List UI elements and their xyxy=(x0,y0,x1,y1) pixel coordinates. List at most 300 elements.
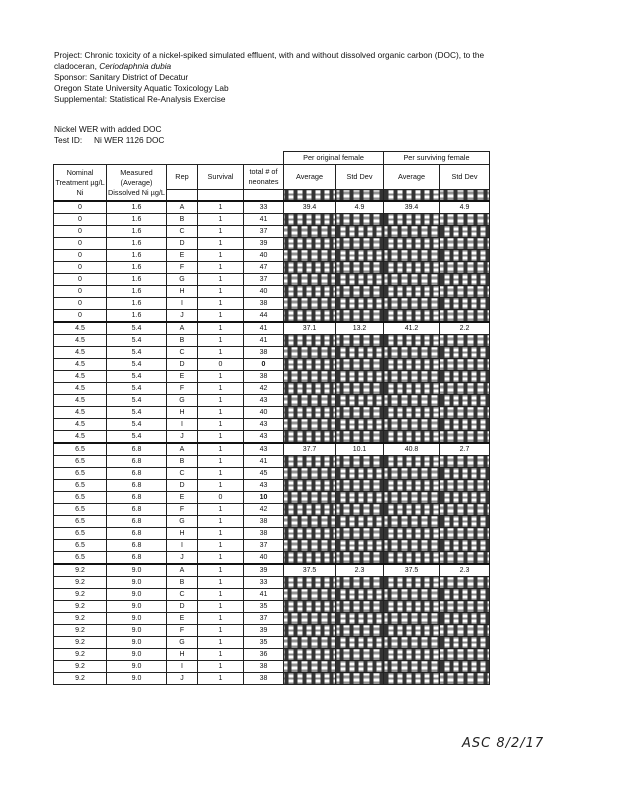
table-row xyxy=(54,395,490,407)
measured-cell: 5.4 xyxy=(107,335,167,347)
hatch-cell xyxy=(440,298,490,310)
hatch-cell xyxy=(384,431,440,444)
measured-cell: 9.0 xyxy=(107,625,167,637)
hatch-cell xyxy=(336,226,384,238)
hatch-cell xyxy=(284,310,336,323)
rep-cell: H xyxy=(167,407,198,419)
nominal-cell: 0 xyxy=(54,262,107,274)
total-cell: 43 xyxy=(244,431,284,444)
total-cell: 42 xyxy=(244,383,284,395)
hatch-cell xyxy=(384,226,440,238)
rep-cell: B xyxy=(167,577,198,589)
table-row xyxy=(54,250,490,262)
hatch-cell xyxy=(384,310,440,323)
rep-cell: H xyxy=(167,649,198,661)
hatch-cell xyxy=(384,407,440,419)
table-row xyxy=(54,214,490,226)
results-table xyxy=(53,151,490,685)
hatch-cell xyxy=(440,214,490,226)
nominal-cell: 9.2 xyxy=(54,649,107,661)
hatch-cell xyxy=(440,528,490,540)
nominal-cell: 6.5 xyxy=(54,443,107,456)
nominal-cell: 0 xyxy=(54,201,107,214)
hatch-cell xyxy=(440,589,490,601)
total-cell: 37 xyxy=(244,613,284,625)
hatch-cell xyxy=(440,625,490,637)
rep-cell: J xyxy=(167,431,198,444)
hatch-cell xyxy=(440,601,490,613)
table-row xyxy=(54,274,490,286)
hatch-cell xyxy=(284,601,336,613)
survival-cell: 1 xyxy=(198,613,244,625)
rep-cell: I xyxy=(167,540,198,552)
rep-cell: A xyxy=(167,322,198,335)
measured-cell: 1.6 xyxy=(107,250,167,262)
table-row xyxy=(54,238,490,250)
total-cell: 39 xyxy=(244,238,284,250)
subtitle: Nickel WER with added DOC xyxy=(54,124,162,134)
nominal-cell: 0 xyxy=(54,286,107,298)
hatch-cell xyxy=(284,480,336,492)
total-cell: 41 xyxy=(244,456,284,468)
nominal-cell: 6.5 xyxy=(54,516,107,528)
hatch-cell xyxy=(440,359,490,371)
rep-cell: E xyxy=(167,371,198,383)
nominal-cell: 6.5 xyxy=(54,528,107,540)
sd-original-cell: 4.9 xyxy=(336,201,384,214)
table-row xyxy=(54,613,490,625)
total-cell: 40 xyxy=(244,407,284,419)
table-row xyxy=(54,601,490,613)
hatch-cell xyxy=(336,625,384,637)
total-cell: 33 xyxy=(244,201,284,214)
hatch-cell xyxy=(440,190,490,202)
total-cell: 39 xyxy=(244,625,284,637)
hatch-cell xyxy=(336,456,384,468)
measured-cell: 9.0 xyxy=(107,649,167,661)
test-id-label: Test ID: xyxy=(54,135,83,145)
measured-cell: 6.8 xyxy=(107,552,167,565)
survival-cell: 1 xyxy=(198,335,244,347)
rep-cell: F xyxy=(167,625,198,637)
project-text-2: cladoceran, xyxy=(54,61,100,71)
total-cell: 42 xyxy=(244,504,284,516)
hatch-cell xyxy=(284,238,336,250)
hatch-cell xyxy=(440,468,490,480)
lab-line: Oregon State University Aquatic Toxicology Lab xyxy=(54,83,229,93)
sd-original-cell: 2.3 xyxy=(336,564,384,577)
measured-cell: 9.0 xyxy=(107,577,167,589)
total-cell: 43 xyxy=(244,419,284,431)
header-spacer xyxy=(167,190,198,202)
nominal-cell: 9.2 xyxy=(54,661,107,673)
rep-cell: C xyxy=(167,347,198,359)
rep-cell: I xyxy=(167,661,198,673)
total-cell: 38 xyxy=(244,661,284,673)
rep-cell: J xyxy=(167,310,198,323)
avg-surviving-cell: 37.5 xyxy=(384,564,440,577)
hatch-cell xyxy=(336,552,384,565)
measured-cell: 5.4 xyxy=(107,419,167,431)
rep-cell: I xyxy=(167,298,198,310)
hatch-cell xyxy=(384,589,440,601)
nominal-cell: 9.2 xyxy=(54,673,107,685)
measured-cell: 1.6 xyxy=(107,274,167,286)
hatch-cell xyxy=(440,577,490,589)
measured-cell: 6.8 xyxy=(107,443,167,456)
rep-col-header: Rep xyxy=(167,165,198,190)
hatch-cell xyxy=(384,347,440,359)
hatch-cell xyxy=(384,468,440,480)
measured-cell: 1.6 xyxy=(107,201,167,214)
table-row xyxy=(54,504,490,516)
measured-cell: 1.6 xyxy=(107,310,167,323)
hatch-cell xyxy=(284,637,336,649)
header-spacer xyxy=(244,190,284,202)
hatch-cell xyxy=(440,504,490,516)
rep-cell: B xyxy=(167,456,198,468)
table-row xyxy=(54,310,490,323)
hatch-cell xyxy=(384,274,440,286)
per-original-header: Per original female xyxy=(284,152,384,165)
hatch-cell xyxy=(336,528,384,540)
hatch-cell xyxy=(284,419,336,431)
survival-cell: 1 xyxy=(198,456,244,468)
hatch-cell xyxy=(284,190,336,202)
table-row xyxy=(54,564,490,577)
hatch-cell xyxy=(336,262,384,274)
hatch-cell xyxy=(284,649,336,661)
hatch-cell xyxy=(440,250,490,262)
hatch-cell xyxy=(384,214,440,226)
nominal-cell: 0 xyxy=(54,214,107,226)
hatch-cell xyxy=(284,214,336,226)
rep-cell: I xyxy=(167,419,198,431)
hatch-cell xyxy=(336,250,384,262)
hatch-cell xyxy=(440,516,490,528)
rep-cell: F xyxy=(167,383,198,395)
table-row xyxy=(54,673,490,685)
hatch-cell xyxy=(440,540,490,552)
table-row xyxy=(54,419,490,431)
table-row xyxy=(54,540,490,552)
nominal-cell: 4.5 xyxy=(54,431,107,444)
hatch-cell xyxy=(336,492,384,504)
measured-cell: 5.4 xyxy=(107,407,167,419)
hatch-cell xyxy=(440,347,490,359)
survival-cell: 1 xyxy=(198,322,244,335)
rep-cell: C xyxy=(167,589,198,601)
rep-cell: D xyxy=(167,238,198,250)
survival-cell: 1 xyxy=(198,637,244,649)
hatch-cell xyxy=(336,190,384,202)
rep-cell: C xyxy=(167,468,198,480)
table-row xyxy=(54,407,490,419)
hatch-cell xyxy=(336,359,384,371)
rep-cell: G xyxy=(167,637,198,649)
table-row xyxy=(54,322,490,335)
nominal-cell: 4.5 xyxy=(54,419,107,431)
total-cell: 35 xyxy=(244,601,284,613)
hatch-cell xyxy=(284,504,336,516)
survival-cell: 1 xyxy=(198,310,244,323)
nominal-cell: 4.5 xyxy=(54,395,107,407)
nominal-cell: 9.2 xyxy=(54,637,107,649)
total-cell: 38 xyxy=(244,347,284,359)
survival-cell: 1 xyxy=(198,419,244,431)
measured-cell: 5.4 xyxy=(107,395,167,407)
hatch-cell xyxy=(440,613,490,625)
nominal-cell: 6.5 xyxy=(54,480,107,492)
survival-cell: 1 xyxy=(198,516,244,528)
measured-cell: 5.4 xyxy=(107,431,167,444)
hatch-cell xyxy=(384,528,440,540)
survival-cell: 0 xyxy=(198,359,244,371)
hatch-cell xyxy=(284,371,336,383)
survival-cell: 1 xyxy=(198,504,244,516)
hatch-cell xyxy=(336,383,384,395)
measured-cell: 6.8 xyxy=(107,540,167,552)
total-cell: 40 xyxy=(244,286,284,298)
nominal-cell: 4.5 xyxy=(54,371,107,383)
hatch-cell xyxy=(336,371,384,383)
rep-cell: J xyxy=(167,552,198,565)
hatch-cell xyxy=(336,637,384,649)
hatch-cell xyxy=(284,274,336,286)
survival-cell: 1 xyxy=(198,407,244,419)
survival-cell: 1 xyxy=(198,443,244,456)
measured-cell: 1.6 xyxy=(107,298,167,310)
nominal-cell: 0 xyxy=(54,274,107,286)
survival-cell: 1 xyxy=(198,589,244,601)
sd-surviving-col-header: Std Dev xyxy=(440,165,490,190)
total-cell: 45 xyxy=(244,468,284,480)
nominal-cell: 9.2 xyxy=(54,564,107,577)
sd-original-col-header: Std Dev xyxy=(336,165,384,190)
hatch-cell xyxy=(284,540,336,552)
sd-surviving-cell: 2.2 xyxy=(440,322,490,335)
total-col-header: total # of neonates xyxy=(244,165,284,190)
sd-surviving-cell: 4.9 xyxy=(440,201,490,214)
hatch-cell xyxy=(336,347,384,359)
avg-surviving-cell: 40.8 xyxy=(384,443,440,456)
hatch-cell xyxy=(384,673,440,685)
hatch-cell xyxy=(284,577,336,589)
total-cell: 33 xyxy=(244,577,284,589)
hatch-cell xyxy=(284,613,336,625)
signature: ASC 8/2/17 xyxy=(462,736,545,751)
hatch-cell xyxy=(384,577,440,589)
survival-cell: 1 xyxy=(198,298,244,310)
nominal-cell: 6.5 xyxy=(54,456,107,468)
rep-cell: A xyxy=(167,201,198,214)
avg-original-col-header: Average xyxy=(284,165,336,190)
table-row xyxy=(54,637,490,649)
hatch-cell xyxy=(336,419,384,431)
survival-cell: 1 xyxy=(198,238,244,250)
survival-cell: 1 xyxy=(198,528,244,540)
hatch-cell xyxy=(384,238,440,250)
rep-cell: B xyxy=(167,214,198,226)
hatch-cell xyxy=(440,649,490,661)
nominal-cell: 9.2 xyxy=(54,613,107,625)
total-cell: 41 xyxy=(244,335,284,347)
hatch-cell xyxy=(384,552,440,565)
hatch-cell xyxy=(336,504,384,516)
hatch-cell xyxy=(440,419,490,431)
hatch-cell xyxy=(284,661,336,673)
measured-cell: 6.8 xyxy=(107,480,167,492)
survival-cell: 1 xyxy=(198,214,244,226)
total-cell: 37 xyxy=(244,274,284,286)
hatch-cell xyxy=(384,359,440,371)
hatch-cell xyxy=(384,250,440,262)
rep-cell: E xyxy=(167,250,198,262)
total-cell: 43 xyxy=(244,395,284,407)
nominal-cell: 6.5 xyxy=(54,492,107,504)
hatch-cell xyxy=(284,552,336,565)
hatch-cell xyxy=(384,637,440,649)
hatch-cell xyxy=(440,480,490,492)
hatch-cell xyxy=(284,589,336,601)
hatch-cell xyxy=(440,456,490,468)
hatch-cell xyxy=(284,456,336,468)
nominal-cell: 4.5 xyxy=(54,383,107,395)
project-text: Chronic toxicity of a nickel-spiked simulated effluent, with and without dissolved organic carbon (DOC), to the xyxy=(84,50,485,60)
avg-original-cell: 37.7 xyxy=(284,443,336,456)
hatch-cell xyxy=(384,661,440,673)
measured-cell: 9.0 xyxy=(107,564,167,577)
hatch-cell xyxy=(384,262,440,274)
hatch-cell xyxy=(336,601,384,613)
rep-cell: G xyxy=(167,395,198,407)
rep-cell: D xyxy=(167,480,198,492)
rep-cell: H xyxy=(167,528,198,540)
project-line xyxy=(54,50,484,61)
hatch-cell xyxy=(384,335,440,347)
table-row xyxy=(54,516,490,528)
hatch-cell xyxy=(440,661,490,673)
hatch-cell xyxy=(284,516,336,528)
survival-cell: 1 xyxy=(198,577,244,589)
hatch-cell xyxy=(336,335,384,347)
total-cell: 40 xyxy=(244,552,284,565)
survival-cell: 1 xyxy=(198,286,244,298)
hatch-cell xyxy=(440,552,490,565)
sd-original-cell: 13.2 xyxy=(336,322,384,335)
hatch-cell xyxy=(336,274,384,286)
hatch-cell xyxy=(384,516,440,528)
table-row xyxy=(54,480,490,492)
total-cell: 47 xyxy=(244,262,284,274)
test-id-value: Ni WER 1126 DOC xyxy=(94,135,165,145)
hatch-cell xyxy=(336,395,384,407)
rep-cell: F xyxy=(167,504,198,516)
hatch-cell xyxy=(284,226,336,238)
total-cell: 37 xyxy=(244,540,284,552)
nominal-cell: 0 xyxy=(54,250,107,262)
table-row xyxy=(54,298,490,310)
measured-cell: 6.8 xyxy=(107,468,167,480)
table-row xyxy=(54,371,490,383)
avg-surviving-cell: 39.4 xyxy=(384,201,440,214)
per-surviving-header: Per surviving female xyxy=(384,152,490,165)
rep-cell: G xyxy=(167,274,198,286)
hatch-cell xyxy=(336,214,384,226)
hatch-cell xyxy=(284,625,336,637)
hatch-cell xyxy=(336,310,384,323)
measured-cell: 5.4 xyxy=(107,322,167,335)
header-spacer xyxy=(198,190,244,202)
hatch-cell xyxy=(384,419,440,431)
hatch-cell xyxy=(384,456,440,468)
hatch-cell xyxy=(284,298,336,310)
rep-cell: J xyxy=(167,673,198,685)
hatch-cell xyxy=(384,190,440,202)
hatch-cell xyxy=(384,601,440,613)
hatch-cell xyxy=(336,431,384,444)
survival-cell: 1 xyxy=(198,540,244,552)
total-cell: 0 xyxy=(244,359,284,371)
hatch-cell xyxy=(384,625,440,637)
nominal-cell: 9.2 xyxy=(54,625,107,637)
hatch-cell xyxy=(384,371,440,383)
hatch-cell xyxy=(284,528,336,540)
hatch-cell xyxy=(440,286,490,298)
hatch-cell xyxy=(284,250,336,262)
hatch-cell xyxy=(440,673,490,685)
rep-cell: F xyxy=(167,262,198,274)
species-name: Ceriodaphnia dubia xyxy=(99,61,172,71)
hatch-cell xyxy=(384,395,440,407)
hatch-cell xyxy=(384,540,440,552)
survival-cell: 1 xyxy=(198,468,244,480)
table-row xyxy=(54,625,490,637)
measured-cell: 1.6 xyxy=(107,286,167,298)
nominal-cell: 0 xyxy=(54,298,107,310)
rep-cell: D xyxy=(167,359,198,371)
measured-col-header: Measured (Average) Dissolved Ni µg/L xyxy=(107,165,167,202)
total-cell: 41 xyxy=(244,214,284,226)
hatch-cell xyxy=(284,335,336,347)
nominal-cell: 4.5 xyxy=(54,335,107,347)
nominal-cell: 6.5 xyxy=(54,504,107,516)
hatch-cell xyxy=(384,286,440,298)
hatch-cell xyxy=(336,468,384,480)
nominal-cell: 6.5 xyxy=(54,540,107,552)
total-cell: 38 xyxy=(244,371,284,383)
survival-cell: 1 xyxy=(198,564,244,577)
table-row xyxy=(54,443,490,456)
measured-cell: 9.0 xyxy=(107,601,167,613)
survival-cell: 1 xyxy=(198,226,244,238)
hatch-cell xyxy=(384,298,440,310)
survival-cell: 1 xyxy=(198,625,244,637)
hatch-cell xyxy=(336,673,384,685)
project-label: Project: xyxy=(54,50,83,60)
measured-cell: 9.0 xyxy=(107,589,167,601)
hatch-cell xyxy=(284,359,336,371)
table-row xyxy=(54,528,490,540)
table-row xyxy=(54,589,490,601)
survival-cell: 1 xyxy=(198,480,244,492)
measured-cell: 5.4 xyxy=(107,347,167,359)
table-row xyxy=(54,286,490,298)
nominal-cell: 0 xyxy=(54,226,107,238)
hatch-cell xyxy=(336,540,384,552)
hatch-cell xyxy=(440,371,490,383)
nominal-cell: 4.5 xyxy=(54,359,107,371)
